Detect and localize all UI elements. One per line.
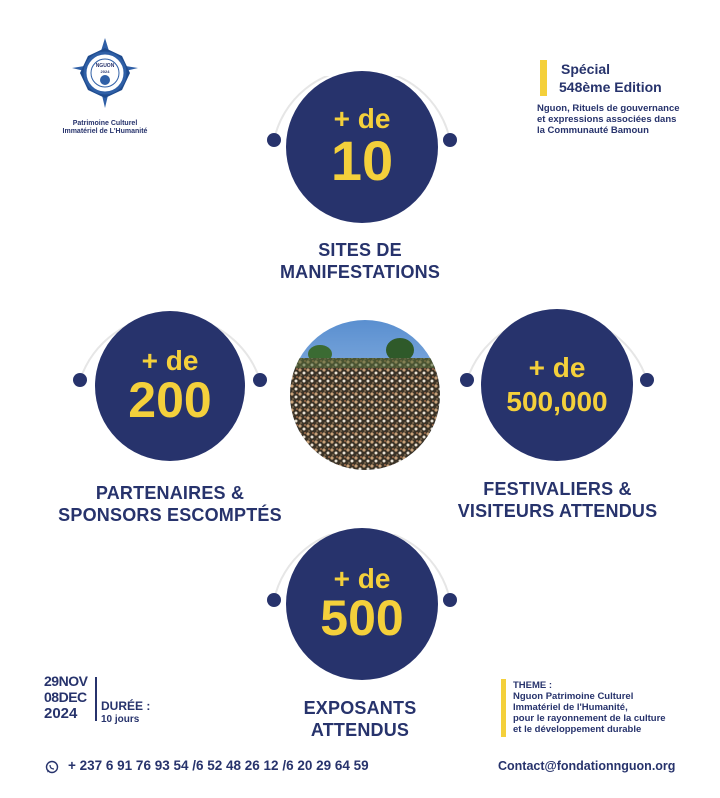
theme-line4: et le développement durable — [513, 724, 642, 735]
theme-line2: Immatériel de l'Humanité, — [513, 702, 628, 713]
date-start — [44, 673, 94, 689]
logo — [60, 38, 150, 118]
date-end-month: DEC — [58, 689, 87, 705]
date-end-day: 08 — [44, 689, 59, 705]
contact-email[interactable]: Contact@fondationnguon.org — [498, 759, 676, 773]
visitors-label — [430, 478, 685, 522]
event-dates — [44, 673, 94, 723]
special-title-line2: 548ème Edition — [559, 79, 662, 95]
exhibitors-label-line1: EXPOSANTS — [303, 698, 417, 718]
theme-block — [513, 680, 666, 735]
partners-value: 200 — [128, 372, 212, 428]
nguon-emblem — [60, 38, 150, 118]
emblem-text: NGUON — [95, 63, 115, 69]
visitors-prefix: + de — [528, 352, 586, 383]
date-start-day: 29 — [44, 673, 59, 689]
sites-label — [230, 239, 490, 283]
crowd-photo — [290, 320, 440, 470]
partners-prefix: + de — [141, 345, 199, 376]
exhibitors-value: 500 — [320, 590, 404, 646]
special-desc-line3: la Communauté Bamoun — [537, 125, 649, 136]
theme-line1: Nguon Patrimoine Culturel — [513, 691, 634, 702]
exhibitors-badge — [286, 528, 438, 680]
theme-accent-bar — [501, 679, 506, 737]
partners-label-line2: SPONSORS ESCOMPTÉS — [58, 505, 282, 525]
whatsapp-icon — [45, 760, 59, 774]
special-desc-line1: Nguon, Rituels de gouvernance — [537, 103, 680, 114]
theme-heading: THEME : — [513, 680, 553, 691]
duration-label: DURÉE : — [101, 699, 151, 713]
sites-prefix: + de — [333, 103, 391, 134]
visitors-value: 500,000 — [506, 386, 608, 417]
dates-divider — [95, 677, 97, 721]
crowd-illustration — [290, 320, 440, 470]
sites-badge — [286, 71, 438, 223]
partners-badge — [95, 311, 245, 461]
sites-label-line1: SITES DE — [318, 240, 402, 260]
contact-phones: + 237 6 91 76 93 54 /6 52 48 26 12 /6 20 29 64 59 — [68, 758, 369, 773]
visitors-label-line1: FESTIVALIERS & — [483, 479, 632, 499]
special-desc-line2: et expressions associées dans — [537, 114, 677, 125]
special-accent-bar — [540, 60, 547, 96]
special-title-line1: Spécial — [561, 61, 611, 77]
theme-line3: pour le rayonnement de la culture — [513, 713, 666, 724]
visitors-badge — [481, 309, 633, 461]
sites-label-line2: MANIFESTATIONS — [279, 262, 441, 282]
duration-value: 10 jours — [101, 714, 140, 725]
visitors-label-line2: VISITEURS ATTENDUS — [457, 501, 658, 521]
emblem-subtext: 2024 — [100, 69, 110, 74]
exhibitors-prefix: + de — [333, 563, 391, 594]
partners-label — [40, 482, 300, 526]
date-start-month: NOV — [58, 673, 88, 689]
logo-caption-line1: Patrimoine Culturel — [72, 120, 138, 127]
exhibitors-label-line2: ATTENDUS — [310, 720, 410, 740]
date-year: 2024 — [44, 705, 78, 722]
exhibitors-label — [260, 697, 460, 741]
sites-value: 10 — [330, 129, 394, 192]
date-end — [44, 689, 94, 705]
partners-label-line1: PARTENAIRES & — [95, 483, 245, 503]
logo-caption-line2: Immatériel de L'Humanité — [62, 128, 148, 135]
